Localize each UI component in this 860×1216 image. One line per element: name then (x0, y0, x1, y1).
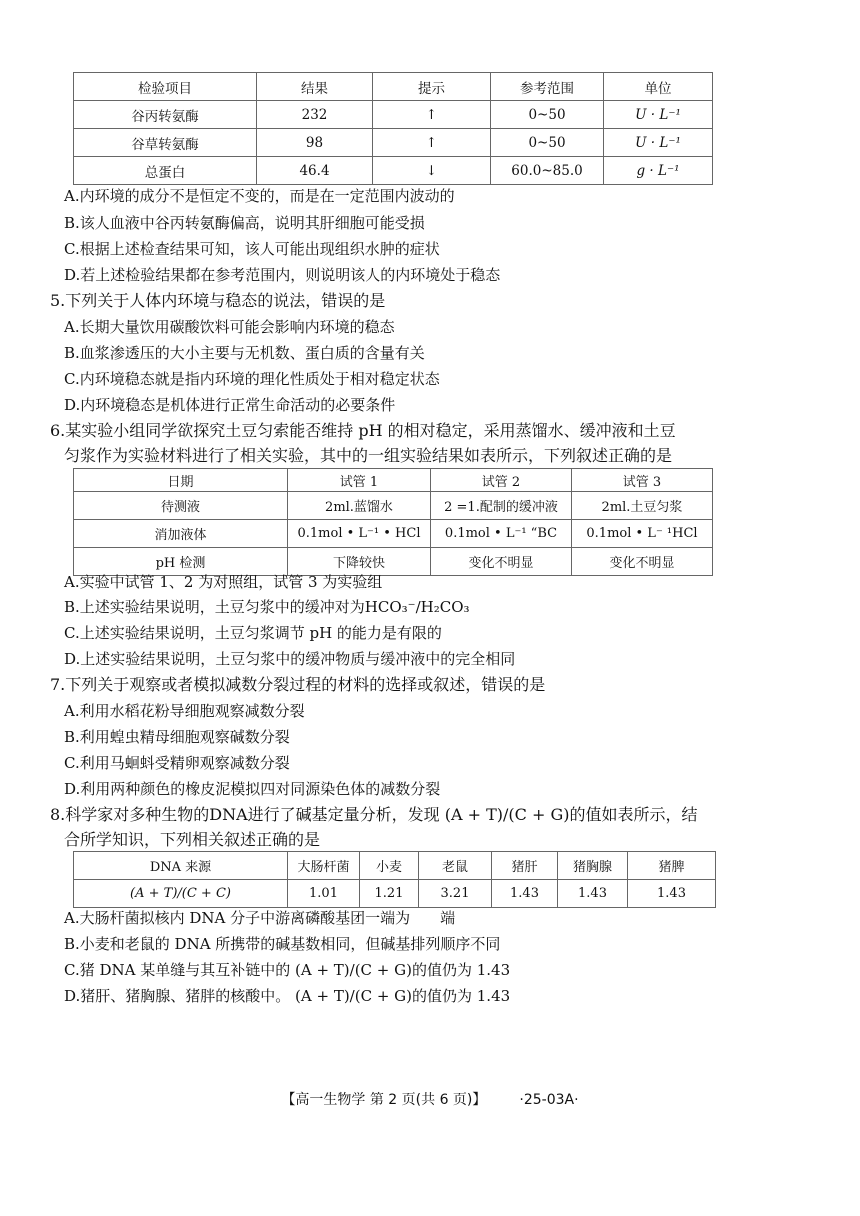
table-cell: 1.01 (288, 880, 360, 908)
table-row (74, 880, 716, 908)
table-header: 单位 (604, 73, 713, 101)
table-cell: pH 检测 (74, 548, 288, 576)
table-cell: 0.1mol • L⁻¹ “BC (431, 520, 572, 548)
q8-stem-line2: 合所学知识，下列相关叙述正确的是 (64, 830, 321, 849)
table-cell: 46.4 (257, 157, 373, 185)
table-cell: 谷丙转氨酶 (74, 101, 257, 129)
table-row (74, 469, 713, 492)
table-cell: ↑ (373, 101, 491, 129)
q6-option-b: B.上述实验结果说明，土豆匀浆中的缓冲对为HCO₃⁻/H₂CO₃ (64, 598, 470, 616)
q7-stem: 7.下列关于观察或者模拟减数分裂过程的材料的选择或叙述，错误的是 (50, 675, 546, 694)
q5-option-b: B.血浆渗透压的大小主要与无机数、蛋白质的含量有关 (64, 344, 425, 362)
q8-stem-line1: 8.科学家对多种生物的DNA进行了碱基定量分析，发现 (A + T)/(C + G)的值如表所示，结 (50, 805, 698, 824)
table-cell: U · L⁻¹ (604, 101, 713, 129)
table-cell: 0.1mol • L⁻¹ • HCl (288, 520, 431, 548)
table-cell: 60.0~85.0 (491, 157, 604, 185)
paper-code: ·25-03A· (519, 1092, 579, 1108)
q8-option-d: D.猪肝、猪胸腺、猪胖的核酸中。 (A + T)/(C + G)的值仍为 1.43 (64, 987, 511, 1005)
page-footer (0, 1089, 860, 1109)
table-cell: 98 (257, 129, 373, 157)
table-cell: 3.21 (419, 880, 492, 908)
q6-option-a: A.实验中试管 1、2 为对照组，试管 3 为实验组 (64, 573, 383, 591)
lab-results-table (73, 72, 713, 185)
table-header: 提示 (373, 73, 491, 101)
table-cell: 1.43 (628, 880, 716, 908)
table-header: 结果 (257, 73, 373, 101)
table-header: 猪脾 (628, 852, 716, 880)
table-header: 小麦 (360, 852, 419, 880)
table-header: 试管 2 (431, 469, 572, 492)
table-cell: g · L⁻¹ (604, 157, 713, 185)
table-cell: 下降较快 (288, 548, 431, 576)
table-cell: 2ml.蓝馏水 (288, 492, 431, 520)
table-row (74, 101, 713, 129)
table-header: 老鼠 (419, 852, 492, 880)
q6-option-d: D.上述实验结果说明，土豆匀浆中的缓冲物质与缓冲液中的完全相同 (64, 650, 516, 668)
table-header: 试管 3 (572, 469, 713, 492)
table-cell: ↓ (373, 157, 491, 185)
q4-option-d: D.若上述检验结果都在参考范围内，则说明该人的内环境处于稳态 (64, 266, 501, 284)
table-header: 猪胸腺 (558, 852, 628, 880)
table-cell: U · L⁻¹ (604, 129, 713, 157)
table-cell: 变化不明显 (572, 548, 713, 576)
table-row (74, 129, 713, 157)
table-row (74, 492, 713, 520)
table-header: DNA 来源 (74, 852, 288, 880)
table-row (74, 520, 713, 548)
q6-stem-line2: 匀浆作为实验材料进行了相关实验，其中的一组实验结果如表所示，下列叙述正确的是 (64, 446, 673, 465)
table-cell: (A + T)/(C + C) (74, 880, 288, 908)
q7-option-a: A.利用水稻花粉导细胞观察减数分裂 (64, 702, 305, 720)
q7-option-c: C.利用马蛔蚪受精卵观察减数分裂 (64, 754, 290, 772)
table-row (74, 157, 713, 185)
table-cell: 0~50 (491, 101, 604, 129)
q8-option-b: B.小麦和老鼠的 DNA 所携带的碱基数相同，但碱基排列顺序不同 (64, 935, 501, 953)
table-header: 猪肝 (492, 852, 558, 880)
q4-option-a: A.内环境的成分不是恒定不变的，而是在一定范围内波动的 (64, 187, 455, 205)
q5-option-d: D.内环境稳态是机体进行正常生命活动的必要条件 (64, 396, 396, 414)
q8-option-c: C.猪 DNA 某单缝与其互补链中的 (A + T)/(C + G)的值仍为 1.43 (64, 961, 511, 979)
table-cell: ↑ (373, 129, 491, 157)
table-cell: 2ml.土豆匀浆 (572, 492, 713, 520)
q5-stem: 5.下列关于人体内环境与稳态的说法，错误的是 (50, 291, 386, 310)
q8-dna-table (73, 851, 716, 908)
table-cell: 谷草转氨酶 (74, 129, 257, 157)
q4-option-c: C.根据上述检查结果可知，该人可能出现组织水肿的症状 (64, 240, 440, 258)
table-cell: 总蛋白 (74, 157, 257, 185)
table-cell: 变化不明显 (431, 548, 572, 576)
table-cell: 2 =1.配制的缓冲液 (431, 492, 572, 520)
table-header: 检验项目 (74, 73, 257, 101)
q8-option-a: A.大肠杆菌拟核内 DNA 分子中游离磷酸基团一端为 端 (64, 909, 456, 927)
q7-option-b: B.利用蝗虫精母细胞观察碱数分裂 (64, 728, 290, 746)
table-header: 日期 (74, 469, 288, 492)
table-header: 参考范围 (491, 73, 604, 101)
q6-option-c: C.上述实验结果说明，土豆匀浆调节 pH 的能力是有限的 (64, 624, 442, 642)
q4-option-b: B.该人血液中谷丙转氨酶偏高，说明其肝细胞可能受损 (64, 214, 425, 232)
table-header-row (74, 73, 713, 101)
table-header: 大肠杆菌 (288, 852, 360, 880)
table-cell: 待测液 (74, 492, 288, 520)
q5-option-a: A.长期大量饮用碳酸饮料可能会影响内环境的稳态 (64, 318, 395, 336)
q6-stem-line1: 6.某实验小组同学欲探究土豆匀索能否维持 pH 的相对稳定，采用蒸馏水、缓冲液和土豆 (50, 421, 676, 440)
table-cell: 232 (257, 101, 373, 129)
table-row (74, 852, 716, 880)
page-number-label: 【高一生物学 第 2 页(共 6 页)】 (281, 1092, 480, 1108)
table-cell: 0.1mol • L⁻ ¹HCl (572, 520, 713, 548)
table-cell: 1.43 (492, 880, 558, 908)
table-header: 试管 1 (288, 469, 431, 492)
table-cell: 1.21 (360, 880, 419, 908)
table-cell: 0~50 (491, 129, 604, 157)
table-cell: 消加液体 (74, 520, 288, 548)
q6-experiment-table (73, 468, 713, 576)
table-cell: 1.43 (558, 880, 628, 908)
q5-option-c: C.内环境稳态就是指内环境的理化性质处于相对稳定状态 (64, 370, 440, 388)
q7-option-d: D.利用两种颜色的橡皮泥模拟四对同源染色体的减数分裂 (64, 780, 441, 798)
